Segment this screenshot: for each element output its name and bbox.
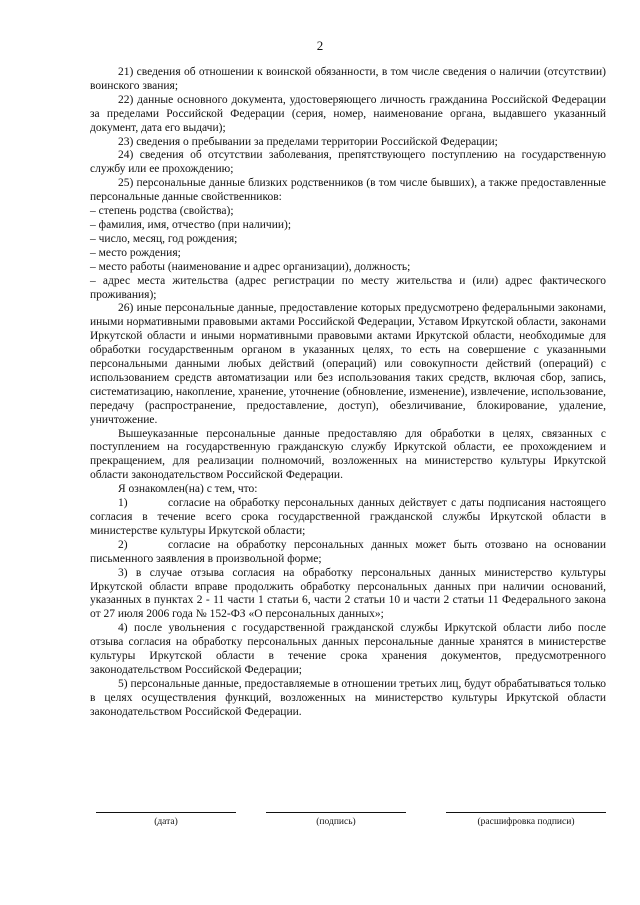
page-number: 2 — [316, 38, 324, 53]
paragraph — [90, 567, 606, 623]
document-body — [90, 66, 606, 720]
paragraph-text: согласие на обработку персональных данных может быть отозвано на основании письменного заявления в произвольной форме; — [90, 538, 606, 565]
paragraph — [90, 497, 606, 539]
paragraph-text: – место работы (наименование и адрес организации), должность; — [90, 260, 411, 273]
paragraph — [90, 483, 606, 497]
paragraph-text: 25) персональные данные близких родственников (в том числе бывших), а также предоставленные персональные данные свойственников: — [90, 177, 606, 204]
signature-line — [96, 812, 236, 813]
decode-caption: (расшифровка подписи) — [477, 817, 575, 827]
item-number: 2) — [118, 538, 128, 551]
paragraph — [90, 678, 606, 720]
list-item — [90, 219, 606, 233]
list-item — [90, 261, 606, 275]
signature-block — [90, 812, 606, 842]
paragraph — [90, 622, 606, 678]
paragraph-text: Я ознакомлен(на) с тем, что: — [118, 483, 258, 496]
paragraph-text: 3) в случае отзыва согласия на обработку персональных данных министерство культуры Иркутской области вправе продолжить обработку персональных данных при наличии оснований, указанных в пунктах 2 - 11 части 1 статьи 6, части 2 статьи 10 и части 2 статьи 11 Федерального закона от 27 июля 2006 года № 152-ФЗ «О персональных данных»; — [90, 566, 606, 621]
signature-line — [446, 812, 606, 813]
paragraph-text: 24) сведения об отсутствии заболевания, препятствующего поступлению на государственную службу или ее прохождению; — [90, 149, 606, 176]
paragraph-text: – место рождения; — [90, 246, 181, 259]
paragraph-text: 26) иные персональные данные, предоставление которых предусмотрено федеральными законами, иными нормативными правовыми актами Российской Федерации, Уставом Иркутской области, законами Иркутской области и иными нормативными правовыми актами Иркутской области, необходимые для обработки государственным органом в указанных целях, то есть на совершение с указанными персональными данными любых действий (операций) или совокупности действий (операций) с использованием средств автоматизации или без использования таких средств, включая сбор, запись, систематизацию, накопление, хранение, уточнение (обновление, изменение), извлечение, использование, передачу (распространение, предоставление, доступ), обезличивание, блокирование, удаление, уничтожение. — [90, 302, 606, 426]
paragraph-text: Вышеуказанные персональные данные предоставляю для обработки в целях, связанных с поступлением на государственную гражданскую службу Иркутской области, ее прохождением и прекращением, для реализации полномочий, возложенных на министерство культуры Иркутской области законодательством Российской Федерации. — [90, 427, 606, 482]
paragraph-text: согласие на обработку персональных данных действует с даты подписания настоящего согласия в течение всего срока государственной гражданской службы Иркутской области в министерстве культуры Иркутской области; — [90, 497, 606, 537]
paragraph-text: 22) данные основного документа, удостоверяющего личность гражданина Российской Федерации за пределами Российской Федерации (серия, номер, наименование органа, выдавшего указанный документ, дата его выдачи); — [90, 93, 606, 134]
paragraph — [90, 177, 606, 205]
paragraph-text: 4) после увольнения с государственной гражданской службы Иркутской области либо после отзыва согласия на обработку персональных данных персональные данные хранятся в министерстве культуры Иркутской области в течение срока хранения документов, предусмотренного законодательством Российской Федерации; — [90, 622, 606, 676]
paragraph-text: – фамилия, имя, отчество (при наличии); — [90, 218, 292, 231]
paragraph — [90, 428, 606, 484]
signature-caption: (подпись) — [316, 817, 356, 827]
paragraph — [90, 302, 606, 427]
signature-date-field — [96, 812, 236, 827]
signature-sign-field — [266, 812, 406, 827]
list-item — [90, 275, 606, 303]
list-item — [90, 233, 606, 247]
paragraph-text: – число, месяц, год рождения; — [90, 232, 238, 245]
signature-decode-field — [446, 812, 606, 827]
paragraph — [90, 66, 606, 94]
paragraph-text: 5) персональные данные, предоставляемые в отношении третьих лиц, будут обрабатываться только в целях осуществления функций, возложенных на министерство культуры Иркутской области законодательством Российской Федерации. — [90, 677, 606, 718]
date-caption: (дата) — [154, 817, 178, 827]
item-number: 1) — [118, 497, 128, 510]
paragraph-text: – адрес места жительства (адрес регистрации по месту жительства и (или) адрес фактического проживания); — [90, 274, 606, 301]
list-item — [90, 205, 606, 219]
paragraph — [90, 136, 606, 150]
paragraph — [90, 94, 606, 136]
paragraph — [90, 149, 606, 177]
paragraph — [90, 539, 606, 567]
paragraph-text: 21) сведения об отношении к воинской обязанности, в том числе сведения о наличии (отсутствии) воинского звания; — [90, 66, 606, 92]
paragraph-text: – степень родства (свойства); — [90, 205, 234, 218]
paragraph-text: 23) сведения о пребывании за пределами территории Российской Федерации; — [118, 135, 498, 148]
list-item — [90, 247, 606, 261]
signature-line — [266, 812, 406, 813]
